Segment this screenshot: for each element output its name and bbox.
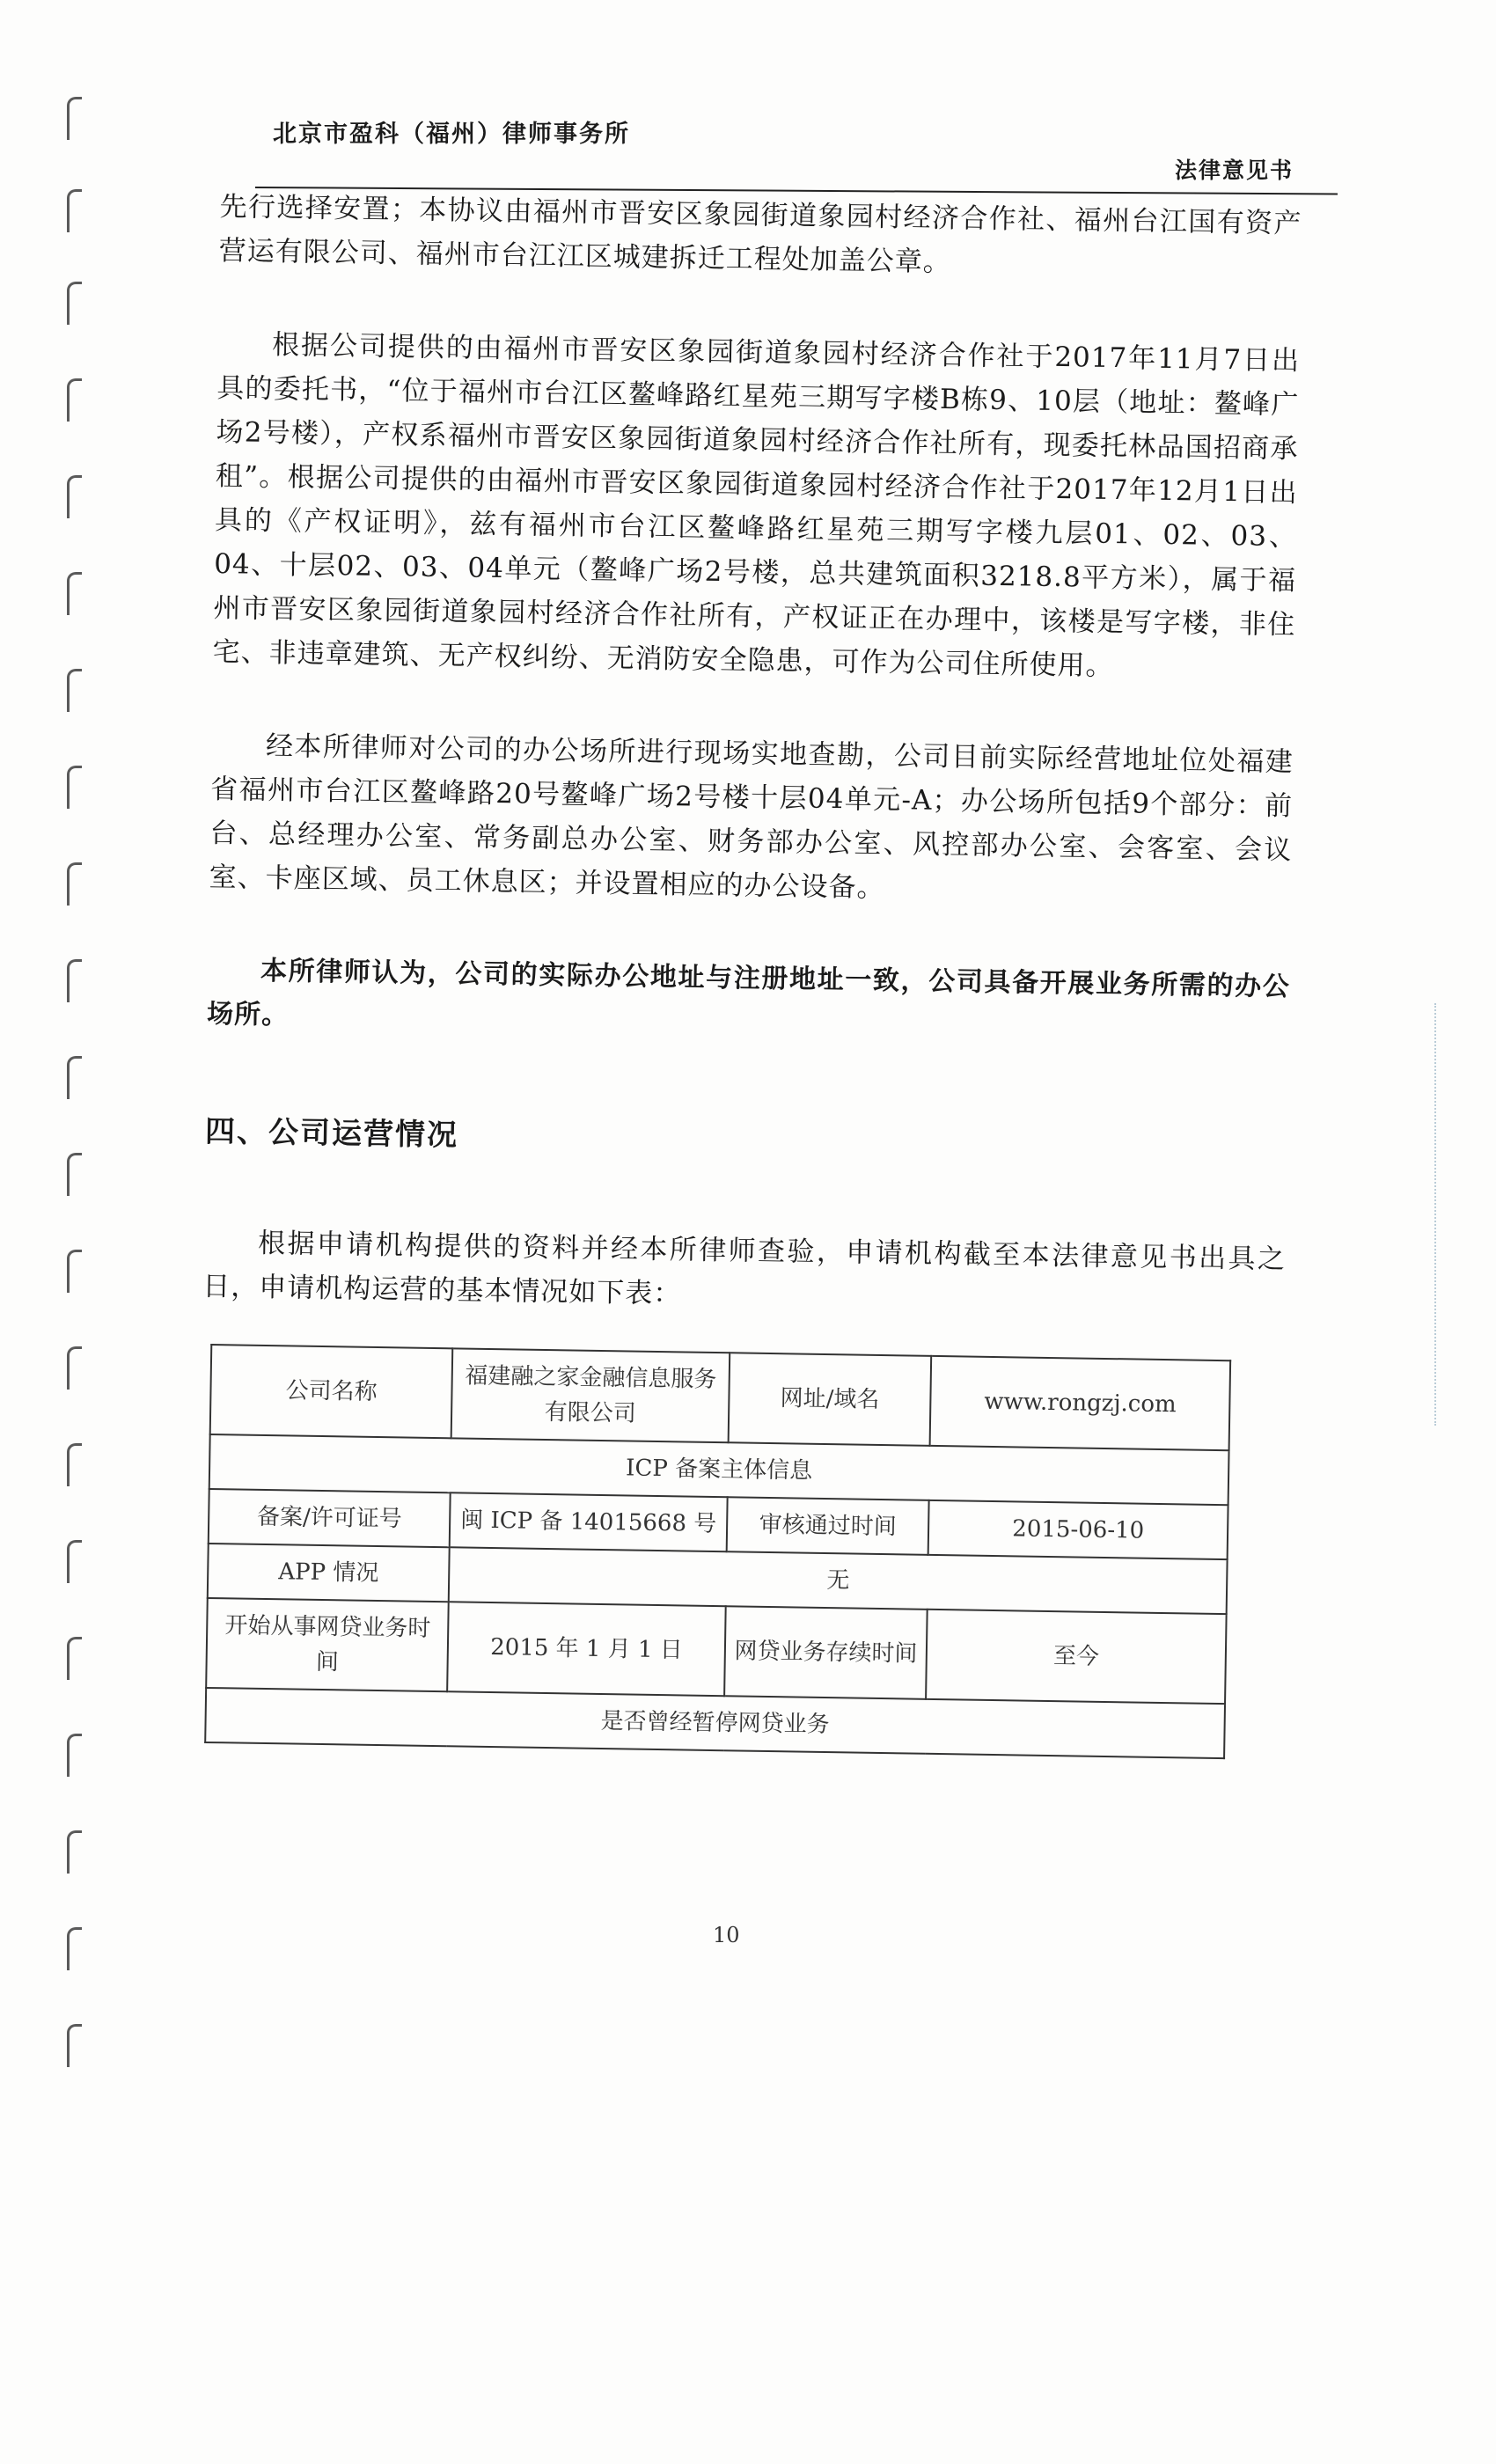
binding-mark <box>67 1346 82 1390</box>
table-row <box>210 1345 1230 1450</box>
table-value: 福建融之家金融信息服务有限公司 <box>451 1348 730 1442</box>
binding-mark <box>67 572 82 615</box>
binding-mark <box>67 1830 82 1874</box>
table-value: 无 <box>449 1547 1228 1614</box>
table-value: 闽 ICP 备 14015668 号 <box>450 1492 727 1551</box>
binding-mark <box>67 189 82 232</box>
section-heading: 四、公司运营情况 <box>204 1113 459 1154</box>
binding-mark <box>67 475 82 518</box>
paragraph: 经本所律师对公司的办公场所进行现场实地查勘，公司目前实际经营地址位处福建省福州市台江区鳌峰路20号鳌峰广场2号楼十层04单元-A；办公场所包括9个部分：前台、总经理办公室、常务副总办公室、财务部办公室、风控部办公室、会客室、会议室、卡座区域、员工休息区；并设置相应的办公设备。 <box>209 730 1294 904</box>
paragraph: 先行选择安置；本协议由福州市晋安区象园街道象园村经济合作社、福州台江国有资产营运有限公司、福州市台江江区城建拆迁工程处加盖公章。 <box>218 190 1302 279</box>
binding-mark <box>67 1250 82 1293</box>
binding-mark <box>67 282 82 325</box>
table-label: 备案/许可证号 <box>209 1489 451 1547</box>
paragraph: 根据公司提供的由福州市晋安区象园街道象园村经济合作社于2017年11月7日出具的委托书，“位于福州市台江区鳌峰路红星苑三期写字楼B栋9、10层（地址：鳌峰广场2号楼），产权系福州市晋安区象园街道象园村经济合作社所有，现委托林品国招商承租”。根据公司提供的由福州市晋安区象园街道象园村经济合作社于2017年12月1日出具的《产权证明》，兹有福州市台江区鳌峰路红星苑三期写字楼九层01、02、03、04、十层02、03、04单元（鳌峰广场2号楼，总共建筑面积3218.8平方米），属于福州市晋安区象园街道象园村经济合作社所有，产权证正在办理中，该楼是写字楼，非住宅、非违章建筑、无产权纠纷、无消防安全隐患，可作为公司住所使用。 <box>212 328 1301 683</box>
table-value: 2015 年 1 月 1 日 <box>447 1602 725 1696</box>
table-section-header: ICP 备案主体信息 <box>209 1434 1229 1505</box>
operation-info-table <box>204 1344 1231 1759</box>
table-label: 开始从事网贷业务时间 <box>206 1598 449 1691</box>
binding-mark <box>67 1540 82 1583</box>
binding-mark <box>67 1153 82 1196</box>
table-value: 至今 <box>926 1610 1226 1704</box>
binding-mark <box>67 1734 82 1777</box>
binding-mark <box>67 1056 82 1099</box>
binding-mark <box>67 862 82 906</box>
binding-mark <box>67 97 82 140</box>
binding-mark <box>67 1443 82 1486</box>
table-label: 公司名称 <box>210 1345 453 1438</box>
binding-mark <box>67 2024 82 2067</box>
binding-holes <box>55 79 90 2059</box>
binding-mark <box>67 766 82 809</box>
table-label: 是否曾经暂停网贷业务 <box>205 1688 1225 1758</box>
binding-mark <box>67 669 82 712</box>
binding-mark <box>67 1927 82 1970</box>
document-type: 法律意见书 <box>1174 158 1294 183</box>
page-header <box>255 104 1338 192</box>
binding-mark <box>67 1637 82 1680</box>
scan-edge-artifact <box>1434 1003 1443 1426</box>
table-row <box>206 1598 1226 1704</box>
table-label: 网贷业务存续时间 <box>724 1606 928 1699</box>
page-number: 10 <box>713 1923 740 1947</box>
binding-mark <box>67 959 82 1002</box>
firm-name: 北京市盈科（福州）律师事务所 <box>273 121 630 148</box>
section-intro: 根据申请机构提供的资料并经本所律师查验，申请机构截至本法律意见书出具之日，申请机构运营的基本情况如下表： <box>202 1227 1287 1310</box>
table-value: 2015-06-10 <box>928 1500 1228 1559</box>
table-value: www.rongzj.com <box>930 1356 1230 1450</box>
document-body <box>195 185 1302 1760</box>
table-label: APP 情况 <box>208 1544 450 1602</box>
binding-mark <box>67 378 82 422</box>
conclusion-paragraph: 本所律师认为，公司的实际办公地址与注册地址一致，公司具备开展业务所需的办公场所。 <box>206 955 1291 1031</box>
table-label: 网址/域名 <box>728 1353 931 1446</box>
table-label: 审核通过时间 <box>727 1497 929 1555</box>
